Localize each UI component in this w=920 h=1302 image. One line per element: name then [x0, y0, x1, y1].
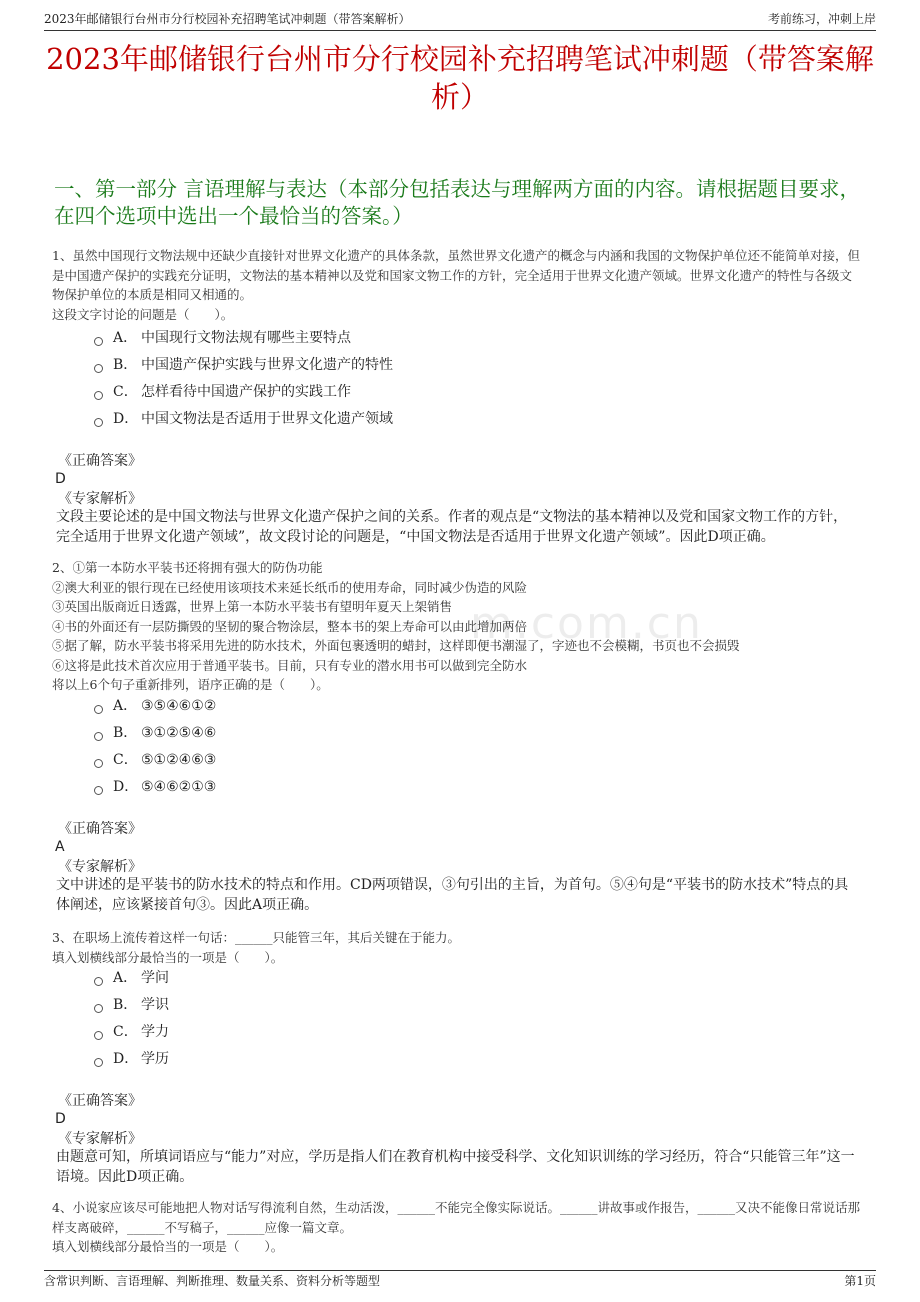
watermark: m.com.cn [470, 598, 703, 649]
page-header [44, 10, 876, 31]
radio-icon[interactable] [94, 759, 103, 768]
question-stem: 2、①第一本防水平装书还将拥有强大的防伪功能 [52, 560, 323, 575]
question-stem: 1、虽然中国现行文物法规中还缺少直接针对世界文化遗产的具体条款，虽然世界文化遗产的概念与内涵和我国的文物保护单位还不能简单对接，但是中国遗产保护的实践充分证明，文物法的基本精神以及党和国家文物工作的方针，完全适用于世界文化遗产领域。世界文化遗产的特性与各级文物保护单位的本质是相同又相通的。 [52, 248, 860, 302]
sentence: ④书的外面还有一层防撕毁的坚韧的聚合物涂层，整本书的架上寿命可以由此增加两倍 [52, 618, 528, 634]
sentence: ③英国出版商近日透露，世界上第一本防水平装书有望明年夏天上架销售 [52, 599, 453, 614]
question-1-option-a[interactable]: A． 中国现行文物法规有哪些主要特点 [94, 328, 351, 348]
header-slogan: 考前练习，冲刺上岸 [767, 12, 876, 26]
question-3-option-b[interactable]: B． 学识 [94, 995, 169, 1015]
answer-label: 《正确答案》 [58, 1093, 142, 1109]
question-1-text [52, 246, 862, 324]
question-2-text [52, 558, 862, 695]
question-1-option-b[interactable]: B． 中国遗产保护实践与世界文化遗产的特性 [94, 355, 393, 375]
sentence: ②澳大利亚的银行现在已经使用该项技术来延长纸币的使用寿命，同时减少伪造的风险 [52, 579, 528, 595]
question-2-answer: A [55, 839, 65, 855]
page-footer [44, 1270, 876, 1291]
footer-topics: 含常识判断、言语理解、判断推理、数量关系、资料分析等题型 [44, 1274, 381, 1288]
document-title: 2023年邮储银行台州市分行校园补充招聘笔试冲刺题（带答案解析） [46, 42, 874, 114]
radio-icon[interactable] [94, 391, 103, 400]
analysis-label: 《专家解析》 [58, 1131, 142, 1147]
question-1-answer: D [55, 471, 66, 487]
question-3-analysis: 由题意可知，所填词语应与“能力”对应，学历是指人们在教育机构中接受科学、文化知识训练的学习经历，符合“只能管三年”这一语境。因此D项正确。 [56, 1149, 855, 1185]
radio-icon[interactable] [94, 364, 103, 373]
question-3-option-c[interactable]: C． 学力 [94, 1022, 169, 1042]
question-2-option-a[interactable]: A． ③⑤④⑥①② [94, 696, 216, 716]
radio-icon[interactable] [94, 705, 103, 714]
radio-icon[interactable] [94, 337, 103, 346]
question-1-option-c[interactable]: C． 怎样看待中国遗产保护的实践工作 [94, 382, 351, 402]
question-3-option-a[interactable]: A． 学问 [94, 968, 169, 988]
answer-label: 《正确答案》 [58, 821, 142, 837]
question-stem: 3、在职场上流传着这样一句话：______只能管三年，其后关键在于能力。 [52, 930, 460, 945]
question-3-option-d[interactable]: D． 学历 [94, 1049, 169, 1069]
question-2-option-c[interactable]: C． ⑤①②④⑥③ [94, 750, 216, 770]
question-3-answer: D [55, 1111, 66, 1127]
radio-icon[interactable] [94, 732, 103, 741]
question-prompt: 填入划横线部分最恰当的一项是（ ）。 [52, 949, 284, 965]
section-heading: 一、第一部分 言语理解与表达（本部分包括表达与理解两方面的内容。请根据题目要求，在四个选项中选出一个最恰当的答案。） [54, 177, 861, 228]
question-1-analysis: 文段主要论述的是中国文物法与世界文化遗产保护之间的关系。作者的观点是“文物法的基本精神以及党和国家文物工作的方针，完全适用于世界文化遗产领域”，故文段讨论的问题是，“中国文物法是否适用于世界文化遗产领域”。因此D项正确。 [56, 509, 848, 545]
sentence: ⑤据了解，防水平装书将采用先进的防水技术，外面包裹透明的蜡封，这样即便书潮湿了，字迹也不会模糊，书页也不会损毁 [52, 638, 740, 653]
question-stem: 4、小说家应该尽可能地把人物对话写得流利自然，生动活泼，______不能完全像实际说话。______讲故事或作报告，______又决不能像日常说话那样支离破碎，______不写稿子，______应像一篇文章。 [52, 1200, 860, 1235]
question-3-text [52, 928, 862, 967]
question-2-option-b[interactable]: B． ③①②⑤④⑥ [94, 723, 216, 743]
question-prompt: 填入划横线部分最恰当的一项是（ ）。 [52, 1239, 284, 1254]
question-1-option-d[interactable]: D． 中国文物法是否适用于世界文化遗产领域 [94, 409, 393, 429]
page-number: 第1页 [844, 1274, 876, 1288]
sentence: ⑥这将是此技术首次应用于普通平装书。目前，只有专业的潜水用书可以做到完全防水 [52, 657, 528, 673]
radio-icon[interactable] [94, 1058, 103, 1067]
analysis-label: 《专家解析》 [58, 491, 142, 507]
answer-label: 《正确答案》 [58, 453, 142, 469]
question-2-option-d[interactable]: D． ⑤④⑥②①③ [94, 777, 216, 797]
radio-icon[interactable] [94, 1031, 103, 1040]
radio-icon[interactable] [94, 418, 103, 427]
question-4-text [52, 1198, 862, 1257]
radio-icon[interactable] [94, 977, 103, 986]
question-prompt: 将以上6个句子重新排列，语序正确的是（ ）。 [52, 677, 329, 692]
radio-icon[interactable] [94, 1004, 103, 1013]
question-2-analysis: 文中讲述的是平装书的防水技术的特点和作用。CD两项错误，③句引出的主旨，为首句。⑤④句是“平装书的防水技术”特点的具体阐述，应该紧接首句③。因此A项正确。 [56, 877, 849, 913]
header-doc-title: 2023年邮储银行台州市分行校园补充招聘笔试冲刺题（带答案解析） [44, 12, 411, 26]
radio-icon[interactable] [94, 786, 103, 795]
question-prompt: 这段文字讨论的问题是（ ）。 [52, 306, 234, 322]
analysis-label: 《专家解析》 [58, 859, 142, 875]
